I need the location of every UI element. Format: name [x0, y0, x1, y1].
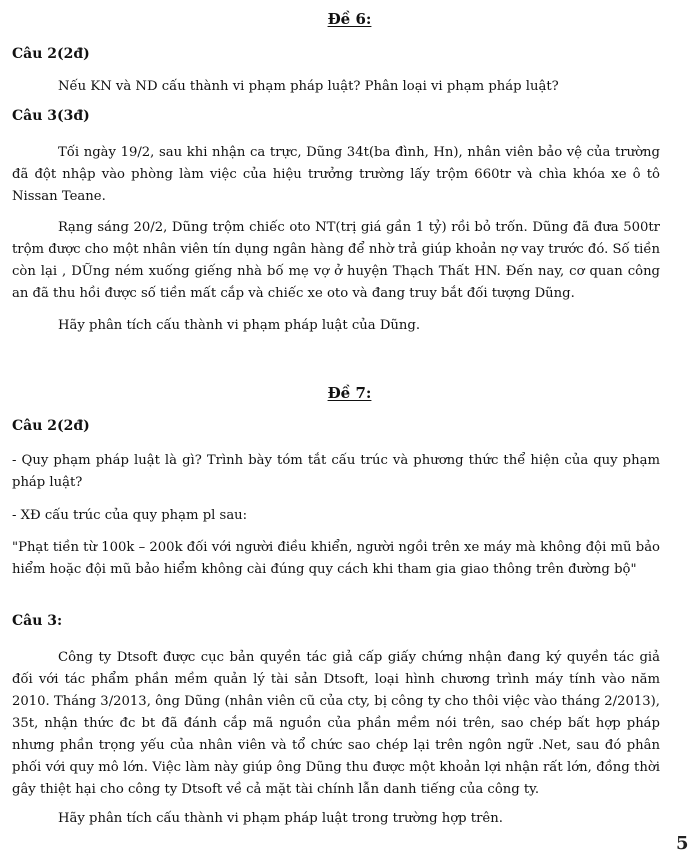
de7-cau3-heading: Câu 3: [12, 613, 63, 629]
de6-cau3-paragraph-3: Hãy phân tích cấu thành vi phạm pháp luật của Dũng. [58, 318, 421, 333]
de6-cau3-paragraph-1: Tối ngày 19/2, sau khi nhận ca trực, Dũng 34t(ba đình, Hn), nhân viên bảo vệ của trường đã đột nhập vào phòng làm việc của hiệu trưởng trường lấy trộm 660tr và chìa khóa xe ô tô Nissan Teane. [12, 145, 660, 204]
de7-cau2-question-2: - XĐ cấu trúc của quy phạm pl sau: [12, 508, 248, 523]
de7-title: Đề 7: [327, 384, 372, 402]
de6-title: Đề 6: [327, 10, 372, 28]
de7-legal-norm-quote: "Phạt tiền từ 100k – 200k đối với người điều khiển, người ngồi trên xe máy mà không đội mũ bảo hiểm hoặc đội mũ bảo hiểm không cài đúng quy cách khi tham gia giao thông trên đường bộ" [12, 540, 660, 577]
de6-cau3-heading: Câu 3(3đ) [12, 108, 90, 124]
de7-cau2-heading: Câu 2(2đ) [12, 418, 90, 434]
de6-cau2-heading: Câu 2(2đ) [12, 46, 90, 62]
page-corner-mark: 5 [676, 833, 689, 854]
de7-cau3-paragraph-2: Hãy phân tích cấu thành vi phạm pháp luật trong trường hợp trên. [58, 811, 503, 826]
de6-cau3-paragraph-2: Rạng sáng 20/2, Dũng trộm chiếc oto NT(trị giá gần 1 tỷ) rồi bỏ trốn. Dũng đã đưa 500tr trộm được cho một nhân viên tín dụng ngân hàng để nhờ trả giúp khoản nợ vay trước đó. Số tiền còn lại , DŨng ném xuống giếng nhà bố mẹ vợ ở huyện Thạch Thất HN. Đến nay, cơ quan công an đã thu hồi được số tiền mất cắp và chiếc xe oto và đang truy bắt đối tượng Dũng. [12, 220, 660, 301]
de6-cau2-question: Nếu KN và ND cấu thành vi phạm pháp luật? Phân loại vi phạm pháp luật? [58, 79, 559, 94]
de7-cau3-paragraph-1: Công ty Dtsoft được cục bản quyền tác giả cấp giấy chứng nhận đang ký quyền tác giả đối với tác phẩm phần mềm quản lý tài sản Dtsoft, loại hình chương trình máy tính vào năm 2010. Tháng 3/2013, ông Dũng (nhân viên cũ của cty, bị công ty cho thôi việc vào tháng 2/2013), 35t, nhận thức đc bt đã đánh cắp mã nguồn của phần mềm nói trên, sao chép bất hợp pháp nhưng phần trọng yếu của nhân viên và tổ chức sao chép lại trên ngôn ngữ .Net, sau đó phân phối với quy mô lớn. Việc làm này giúp ông Dũng thu được một khoản lợi nhận rất lớn, đồng thời gây thiệt hại cho công ty Dtsoft về cả mặt tài chính lẫn danh tiếng của công ty. [12, 650, 660, 797]
de7-cau2-question-1: - Quy phạm pháp luật là gì? Trình bày tóm tắt cấu trúc và phương thức thể hiện của quy phạm pháp luật? [12, 453, 660, 490]
